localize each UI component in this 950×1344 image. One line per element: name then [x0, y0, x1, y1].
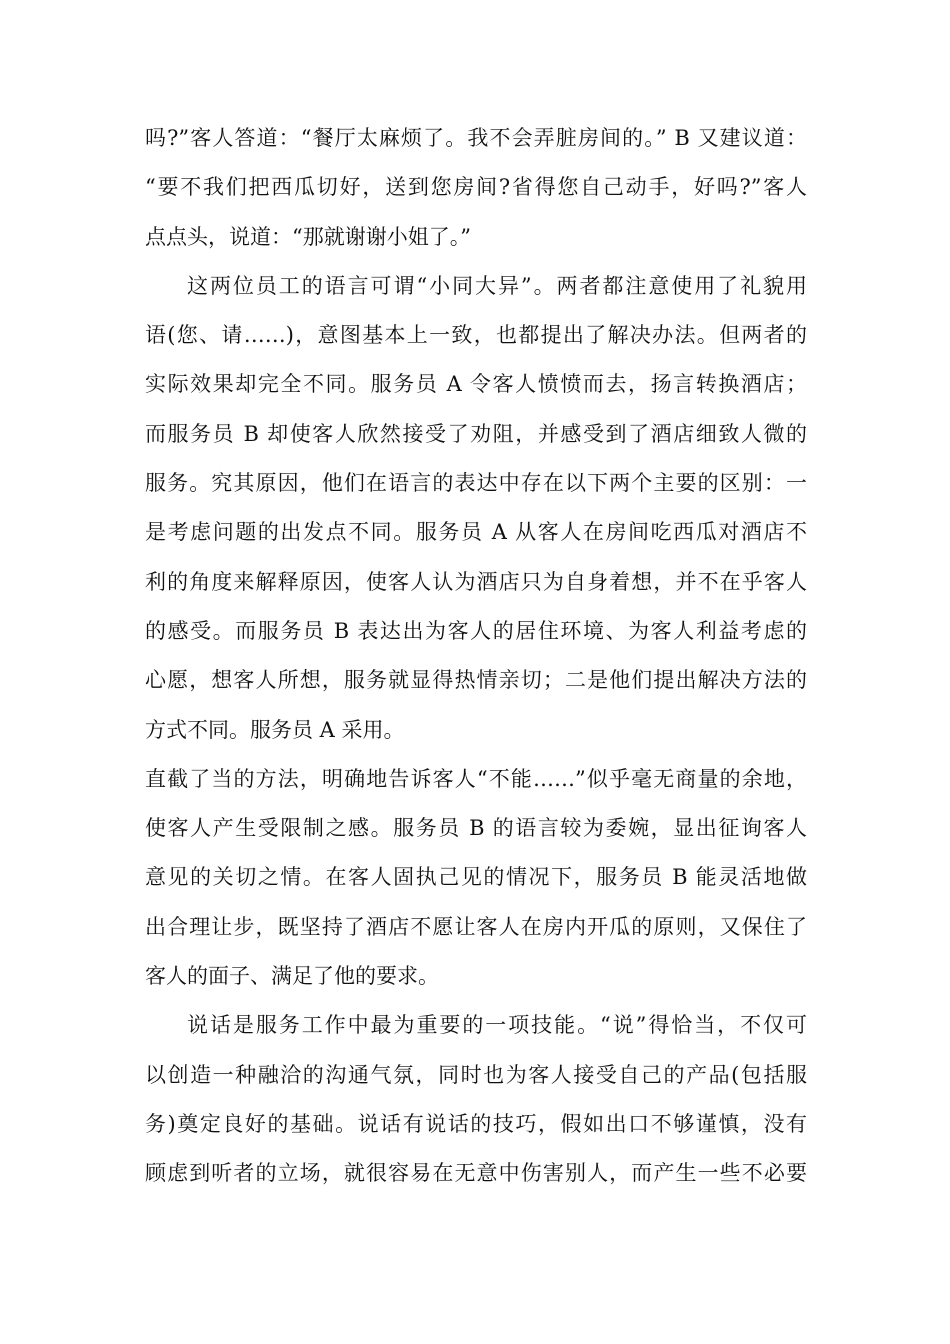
- text-line: 实际效果却完全不同。服务员 A 令客人愤愤而去，扬言转换酒店；: [145, 372, 807, 397]
- text-line: 方式不同。服务员 A 采用。: [145, 717, 405, 742]
- paragraph-3: [145, 755, 807, 1001]
- text-line: 使客人产生受限制之感。服务员 B 的语言较为委婉，显出征询客人: [145, 816, 807, 841]
- text-line: 客人的面子、满足了他的要求。: [145, 964, 439, 989]
- text-line: 点点头，说道：“那就谢谢小姐了。”: [145, 224, 471, 249]
- text-line: 是考虑问题的出发点不同。服务员 A 从客人在房间吃西瓜对酒店不: [145, 520, 807, 545]
- paragraph-4: [145, 1001, 807, 1198]
- text-line: 而服务员 B 却使客人欣然接受了劝阻，并感受到了酒店细致人微的: [145, 421, 807, 446]
- text-line: 吗?”客人答道：“餐厅太麻烦了。我不会弄脏房间的。” B 又建议道：: [145, 126, 807, 150]
- text-line: 服务。究其原因，他们在语言的表达中存在以下两个主要的区别：一: [145, 471, 807, 496]
- document-page: [145, 114, 807, 1199]
- text-line: 这两位员工的语言可谓“小同大异”。两者都注意使用了礼貌用: [187, 273, 807, 298]
- text-line: 出合理让步，既坚持了酒店不愿让客人在房内开瓜的原则，又保住了: [145, 914, 807, 939]
- text-line: 的感受。而服务员 B 表达出为客人的居住环境、为客人利益考虑的: [145, 618, 807, 643]
- text-line: 心愿，想客人所想，服务就显得热情亲切；二是他们提出解决方法的: [145, 668, 807, 693]
- text-line: 意见的关切之情。在客人固执己见的情况下，服务员 B 能灵活地做: [145, 865, 807, 890]
- text-line: 务)奠定良好的基础。说话有说话的技巧，假如出口不够谨慎，没有: [145, 1111, 807, 1136]
- text-line: 说话是服务工作中最为重要的一项技能。“说”得恰当，不仅可: [187, 1013, 807, 1038]
- text-line: “要不我们把西瓜切好，送到您房间?省得您自己动手，好吗?”客人: [145, 175, 807, 200]
- text-line: 直截了当的方法，明确地告诉客人“不能……”似乎毫无商量的余地，: [145, 766, 807, 791]
- text-line: 语(您、请……)，意图基本上一致，也都提出了解决办法。但两者的: [145, 323, 807, 348]
- paragraph-1: [145, 114, 807, 262]
- paragraph-2: [145, 262, 807, 755]
- text-line: 利的角度来解释原因，使客人认为酒店只为自身着想，并不在乎客人: [145, 569, 807, 594]
- text-line: 顾虑到听者的立场，就很容易在无意中伤害别人，而产生一些不必要: [145, 1161, 807, 1186]
- text-line: 以创造一种融洽的沟通气氛，同时也为客人接受自己的产品(包括服: [145, 1062, 807, 1087]
